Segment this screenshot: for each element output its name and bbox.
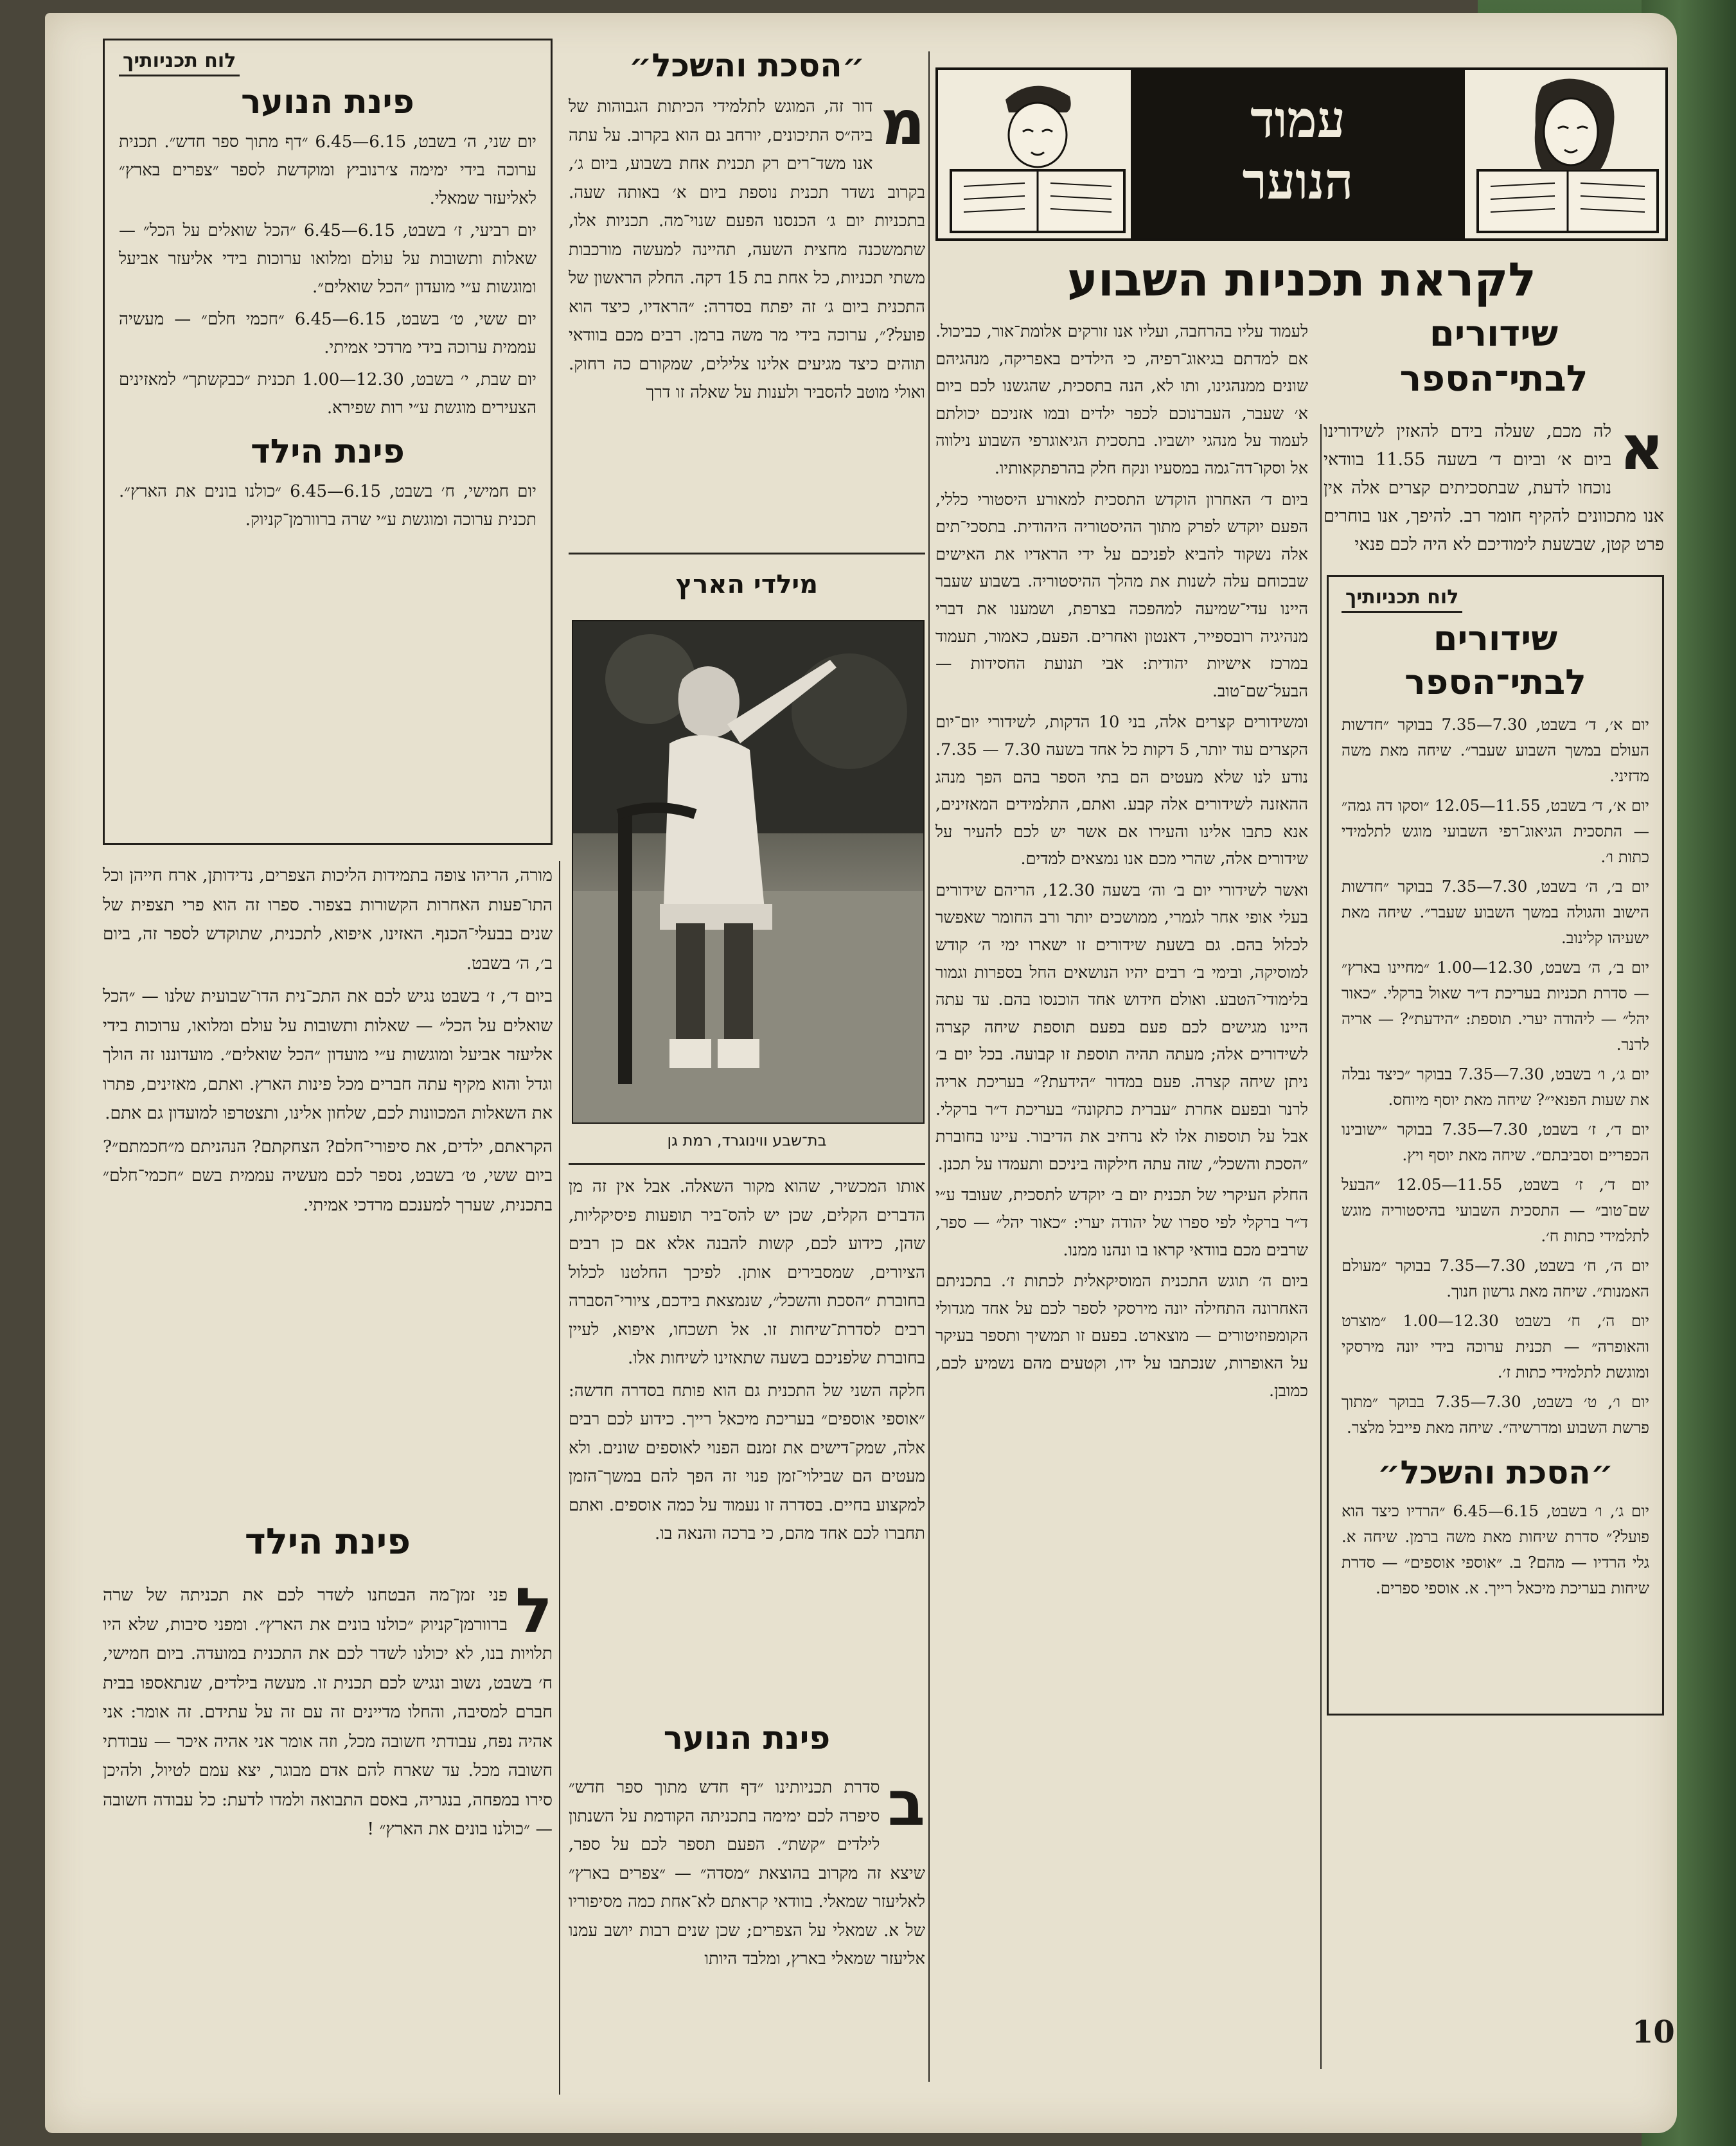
girl-reading-illustration bbox=[1471, 74, 1664, 235]
schedule-box-left bbox=[103, 39, 553, 845]
schedule-entry: יום ד׳, ז׳ בשבט, 7.30—7.35 בבוקר ״ישובינו הכפריים וסביבתם״. שיחה מאת יוסף ויץ. bbox=[1342, 1120, 1649, 1164]
main-dropcap: א bbox=[1619, 412, 1664, 484]
child-figure-illustration bbox=[573, 621, 923, 1122]
haskat-dropcap: מ bbox=[880, 87, 925, 159]
main-subhead-line2: לבתי־הספר bbox=[1399, 358, 1588, 400]
schedule-entry: יום א׳, ד׳ בשבט, 11.55—12.05 ״וסקו דה גמה״ — התסכית הגיאוג־רפי השבועי מוגש לתלמידי כתות ו׳. bbox=[1342, 796, 1649, 866]
youth-corner-paragraph: סדרת תכניותינו ״דף חדש מתוך ספר חדש״ סיפרה לכם ימימה בתכניתה הקודמת על השנתון לילדים ״קשת״. הפעם תספר לכם על ספר, שיצא זה מקרוב בהוצאת ״מסדה״ — ״צפרים בארץ״ לאליעזר שמאלי. בוודאי קראתם לא־אחת כמה מסיפוריו של א. שמאלי על הצפרים; שכן שנים רבות יושב עמנו אליעזר שמאלי בארץ, ומלבד היותו bbox=[569, 1778, 925, 1969]
schedule-entry: יום רביעי, ז׳ בשבט, 6.15—6.45 ״הכל שואלים על הכל״ — שאלות ותשובות על עולם ומלואו ערוכות בידי אליעזר אביעל ומוגשות ע״י מועדון ״הכל שואלים״. bbox=[119, 221, 536, 297]
photo-section-title: מילדי הארץ bbox=[675, 570, 819, 599]
main-article-intro bbox=[1324, 412, 1664, 563]
schedule-right-section2-entries bbox=[1342, 1498, 1649, 1601]
column-rule bbox=[559, 861, 560, 2095]
youth-page-banner bbox=[935, 67, 1668, 241]
schedule-entry: יום ששי, ט׳ בשבט, 6.15—6.45 ״חכמי חלם״ — מעשיה עממית ערוכה בידי מרדכי אמיתי. bbox=[119, 310, 536, 357]
main-subhead-block bbox=[1324, 312, 1664, 402]
schedule-entry: יום חמישי, ח׳ בשבט, 6.15—6.45 ״כולנו בונים את הארץ״. תכנית ערוכה ומוגשת ע״י שרה ברוורמן־קניוק. bbox=[119, 482, 536, 529]
main-body-paragraph: החלק העיקרי של תכנית יום ב׳ יוקדש לתסכית, שעובד ע״י ד״ר ברקלי לפי ספרו של יהודה יערי: ״כאור יהל״ — ספר, שרבים מכם בוודאי קראו בו ונהנו ממנו. bbox=[935, 1185, 1308, 1260]
haskat-headline: ״הסכת והשכל״ bbox=[628, 47, 865, 84]
banner-title-line2: הנוער bbox=[1242, 152, 1354, 211]
banner-title-line1: עמוד bbox=[1250, 91, 1345, 149]
main-headline: לקראת תכניות השבוע bbox=[1067, 253, 1536, 306]
schedule-entry: יום ב׳, ה׳ בשבט, 7.30—7.35 בבוקר ״חדשות הישוב והגולה במשך השבוע שעבר״. שיחה מאת ישעיהו קלינוב. bbox=[1342, 877, 1649, 947]
main-subhead-line1: שידורים bbox=[1429, 313, 1559, 355]
schedule-right-section2-title: ״הסכת והשכל״ bbox=[1377, 1454, 1614, 1491]
youth-corner-body bbox=[569, 1768, 925, 1978]
left-child-dropcap: ל bbox=[515, 1575, 553, 1647]
left-child-corner-title: פינת הילד bbox=[244, 1521, 411, 1563]
section-rule bbox=[569, 1163, 925, 1165]
schedule-entry: יום ד׳, ז׳ בשבט, 11.55—12.05 ״הבעל שם־טוב״ — התסכית השבועי בהיסטוריה מוגש לתלמידי כתות ח׳. bbox=[1342, 1175, 1649, 1245]
main-article-body bbox=[935, 263, 1308, 1408]
schedule-entry: יום א׳, ד׳ בשבט, 7.30—7.35 בבוקר ״חדשות העולם במשך השבוע שעבר״. שיחה מאת משה מדזיני. bbox=[1342, 715, 1649, 785]
haskat-continued-paragraph: חלקה השני של התכנית גם הוא פותח בסדרה חדשה: ״אוספי אוספים״ בעריכת מיכאל רייך. כידוע לכם רבים אלה, שמק־דישים את זמנם הפנוי לאוספים שונים. ולא מעטים הם שבילוי־זמן פנוי זה הפך להם במשך־הזמן למקצוע בחיים. בסדרה זו נעמוד על כמה אוספים. ואתם תחברו לכם אחד מהם, כי ברכה והנאה בו. bbox=[569, 1381, 925, 1543]
haskat-continued-paragraph: אותו המכשיר, שהוא מקור השאלה. אבל אין זה מן הדברים הקלים, שכן יש להס־ביר תופעות פיסיקליות, שהן, כידוע לכם, קשות להבנה אלא אם כן רבים הציורים, שמסבירים אותן. לפיכך החלטנו לכלול בחוברת ״הסכת והשכל״, שנמצאת בידכם, ציורי־הסברה רבים לסדרת־שיחות זו. אל תשכחו, איפוא, לעיין בחוברת שלפניכם בשעה שתאזינו לשיחות אלו. bbox=[569, 1177, 925, 1368]
haskat-continued bbox=[569, 1173, 925, 1552]
main-body-paragraph: לעמוד עליו בהרחבה, ועליו אנו זורקים אלומת־אור, כביכול. אם למדתם בגיאוג־רפיה, כי הילדים באפריקה, מנהגיהם שונים ממנהגינו, ותו לא, הנה בתסכית, שהגשנו לכם ביום א׳ שעבר, העברנוכם לכפר ילדים ובמו אזניכם יכולתם לעמוד על מנהגי יושביו. בתסכית הגיאוגרפי השבוע נילווה אל וסקו־דה־גמה במסעיו ונקח חלק בהרפתקאותיו. bbox=[935, 322, 1308, 478]
main-body-paragraph: ביום ד׳ האחרון הוקדש התסכית למאורע היסטורי כללי, הפעם יוקדש לפרק מתוך ההיסטוריה היהודית. בתסכי־תים אלה נשקוד להביא לפניכם על ידי הראדיו את האישים שבכוחם עלה לשנות את מהלך ההיסטוריה. בשבוע שעבר היינו עדי־שמיעה למהפכה בצרפת, ושמענו את דברי מנהיגיה רובספייר, דאנטון ואחרים. הפעם, כאמור, תעמוד במרכז אישיות יהודית: אבי תנועת החסידות — הבעל־שם־טוב. bbox=[935, 490, 1308, 701]
youth-corner-dropcap: ב bbox=[887, 1768, 925, 1840]
section-rule bbox=[569, 553, 925, 554]
schedule-entry: יום ה׳, ח׳ בשבט 12.30—1.00 ״מוצרט והאופרה״ — תכנית ערוכה בידי יונה מירסקי ומוגשת לתלמידי כתות ז׳. bbox=[1342, 1311, 1649, 1381]
column-rule bbox=[1320, 424, 1322, 2069]
boy-reading-illustration bbox=[944, 74, 1131, 235]
main-intro-paragraph: לה מכם, שעלה בידם להאזין לשידורינו ביום א׳ וביום ד׳ בשעה 11.55 בוודאי נוכחו לדעת, שבתסכיתים קצרים אלה אין אנו מתכוונים להקיף חומר רב. להיפך, אנו בוחרים פרט קטן, שבשעת לימודיכם לא היה לכם פנאי bbox=[1324, 421, 1664, 554]
left-paragraph: מורה, הריהו צופה בתמידות הליכות הצפרים, נדידותן, ארח חייהן וכל התו־פעות האחרות הקשורות בצפור. ספרו זה הוא פרי תצפית של שנים בבעלי־הכנף. האזינו, איפוא, לתכנית, שתוקדש לספר זה, ביום ב׳, ה׳ בשבט. bbox=[103, 865, 553, 973]
schedule-entry: יום ב׳, ה׳ בשבט, 12.30—1.00 ״מחיינו בארץ״ — סדרת תכניות בעריכת ד״ר שאול ברקלי. ״כאור יהל״ — ליהודה יערי. תוספת: ״הידעת״? — אריה לרנר. bbox=[1342, 958, 1650, 1054]
schedule-left-youth-entries bbox=[119, 128, 536, 422]
haskat-body bbox=[569, 87, 926, 407]
schedule-entry: יום שני, ה׳ בשבט, 6.15—6.45 ״דף מתוך ספר חדש״. תכנית ערוכה בידי ימימה צ׳רנוביץ ומוקדשת לספר ״צפרים בארץ״ לאליעזר שמאלי. bbox=[119, 132, 536, 208]
schedule-right-title-line1: שידורים bbox=[1433, 618, 1558, 659]
schedule-right-label: לוח תכניותיך bbox=[1342, 586, 1462, 613]
main-body-paragraph: ומשידורים קצרים אלה, בני 10 הדקות, לשידורי יום־יום הקצרים עוד יותר, 5 דקות כל אחד בשעה 7.30 — 7.35. נודע לנו שלא מעטים הם בתי הספר בהם הפך מנהג ההאזנה לשידורים אלה קבע. ואתם, התלמידים המאזינים, אנא כתבו אלינו והעירו אם אשר יש לכם להעיר על שידורים אלה, שהרי מכם אנו נמצאים למדים. bbox=[935, 713, 1308, 869]
schedule-entry: יום ג׳, ו׳ בשבט, 7.30—7.35 בבוקר ״כיצד נבלה את שעות הפנאי״? שיחה מאת יוסף מיוחס. bbox=[1342, 1065, 1650, 1109]
schedule-left-label: לוח תכניותיך bbox=[119, 49, 240, 76]
haskat-article bbox=[569, 39, 925, 411]
left-child-paragraph: פני זמן־מה הבטחנו לשדר לכם את תכניתה של שרה ברוורמן־קניוק ״כולנו בונים את הארץ״. ומפני סיבות, שלא היו תלויות בנו, לא יכולנו לשדר לכם את התכנית במועדה. ביום חמישי, ח׳ בשבט, נשוב ונגיש לכם תכנית זו. מעשה בילדים, שנתאספו בבית חברם למסיבה, והחלו מדיינים זה עם זה על עתידם. זה אומר: אני אהיה נפח, עבודתי חשובה מכל, וזה אומר אני אהיה איכר — עבודתי חשובה מכל. עד שארח להם אדם מבוגר, יצא עמם לטיול, ולהיכן סירו במפחה, בנגריה, באסם התבואה ולמדו לדעת: כל עבודה חשובה — ״כולנו בונים את הארץ״ ! bbox=[103, 1585, 553, 1839]
child-photo bbox=[572, 620, 925, 1124]
schedule-entry: יום שבת, י׳ בשבט, 12.30—1.00 תכנית ״כבקשתך״ למאזינים הצעירים מוגשת ע״י רות שפירא. bbox=[119, 370, 537, 418]
schedule-left-youth-title: פינת הנוער bbox=[241, 83, 414, 121]
left-column-body bbox=[103, 861, 553, 1223]
youth-corner-title: פינת הנוער bbox=[663, 1719, 831, 1757]
haskat-paragraph: דור זה, המוגש לתלמידי הכיתות הגבוהות של ביה״ס התיכונים, יורחב גם הוא בקרוב. על עתה אנו משד־רים רק תכנית אחת בשבוע, ביום ג׳, בקרוב נשדר תכנית נוספת ביום א׳ באותה שעה. בתכניות יום ג׳ הכנסנו הפעם שנוי־מה. תכניות אלו, שתמשכנה מחצית השעה, תהיינה למעשה מורכבות משתי תכניות, כל אחת בת 15 דקה. החלק הראשון של התכנית ביום ג׳ זה יפתח בסדרה: ״הראדיו, כיצד הוא פועל?״, ערוכה בידי מר משה ברמן. רבים מכם בוודאי תוהים כיצד מגיעים אלינו צלילים, שמקורם כה רחוק. ואולי מוטב להסביר ולענות על שאלה זו דרך bbox=[569, 97, 926, 402]
schedule-left-child-title: פינת הילד bbox=[251, 432, 405, 471]
newspaper-page bbox=[45, 13, 1677, 2133]
column-rule bbox=[928, 51, 930, 2082]
schedule-entry: יום ג׳, ו׳ בשבט, 6.15—6.45 ״הרדיו כיצד הוא פועל?״ סדרת שיחות מאת משה ברמן. שיחה א. גלי הרדיו — מהם? ב. ״אוספי אוספים״ — סדרת שיחות בעריכת מיכאל רייך. א. אוספי ספרים. bbox=[1342, 1502, 1650, 1597]
left-paragraph: ביום ד׳, ז׳ בשבט נגיש לכם את התכ־נית הדו־שבועית שלנו — ״הכל שואלים על הכל״ — שאלות ותשובות על עולם ומלואו, ערוכות בידי אליעזר אביעל ומוגשות ע״י מועדון ״הכל שואלים״. מועדוננו זה הולך וגדל והוא מקיף עתה חברים מכל פינות הארץ. ואתם, מאזינים, פתרו את השאלות המכוונות לכם, שלחון אלינו, ותצטרפו למועדון גם אתם. bbox=[103, 986, 553, 1123]
photo-caption: בת־שבע ווינוגרד, רמת גן bbox=[667, 1131, 827, 1149]
schedule-entry: יום ו׳, ט׳ בשבט, 7.30—7.35 בבוקר ״מתוך פרשת השבוע ומדרשיה״. שיחה מאת פייבל מלצר. bbox=[1342, 1392, 1649, 1437]
left-paragraph: הקראתם, ילדים, את סיפורי־חלם? הצחקתם? הנהניתם מ״חכמתם״? ביום ששי, ט׳ בשבט, נספר לכם מעשיה עממית בשם ״חכמי־חלם״ בתכנית, שערך למענכם מרדכי אמיתי. bbox=[103, 1136, 553, 1215]
schedule-left-child-entries bbox=[119, 477, 536, 534]
schedule-right-title-line2: לבתי־הספר bbox=[1404, 662, 1586, 702]
main-body-paragraph: ואשר לשידורי יום ב׳ וה׳ בשעה 12.30, הריהם שידורים בעלי אופי אחר לגמרי, ממושכים יותר ורב החומר שאפשר לכלול בהם. גם בשעת שידורים זו ישארו ימי ה׳ קודש למוסיקה, ובימי ב׳ רבים יהיו הנושאים החל בספרות וגמור בלימודי־הטבע. ואולם חידוש אחד הוכנסו בהם. עד עתה היינו מגישים לכם פעם בפעם תוספת שיחה קצרה לשידורים אלה; מעתה תהיה תוספת זו קבועה. בכל יום ב׳ ניתן שיחה קצרה. פעם במדור ״הידעת?״ בעריכת אריה לרנר ובפעם אחרת ״עברית כתקונה״ בעריכת ד״ר ברקלי. אבל על תוספות אלו לא נרחיב את הדיבור. עיינו בחוברת ״הסכת והשכל״, שזה עתה חילקוה ביניכם ותעמדו על תכנן. bbox=[935, 880, 1308, 1174]
left-child-corner-body bbox=[103, 1575, 553, 1848]
main-body-paragraph: ביום ה׳ תוגש התכנית המוסיקאלית לכתות ז׳. בתכניתם האחרונה התחילה יונה מירסקי לספר לכם על אחד מגדולי הקומפוזיטורים — מוצארט. בפעם זו תמשיך ותספר בעיקר על האופרות, שנכתבו על ידו, וקטעים מהם נשמיע לכם, כמובן. bbox=[935, 1272, 1308, 1401]
schedule-entry: יום ה׳, ח׳ בשבט, 7.30—7.35 בבוקר ״מעולם האמנות״. שיחה מאת גרשון חנוך. bbox=[1342, 1256, 1649, 1300]
banner-title bbox=[1131, 70, 1465, 238]
schedule-box-right bbox=[1327, 575, 1664, 1716]
schedule-right-entries bbox=[1342, 712, 1649, 1441]
page-number: 10 bbox=[1632, 2014, 1675, 2050]
